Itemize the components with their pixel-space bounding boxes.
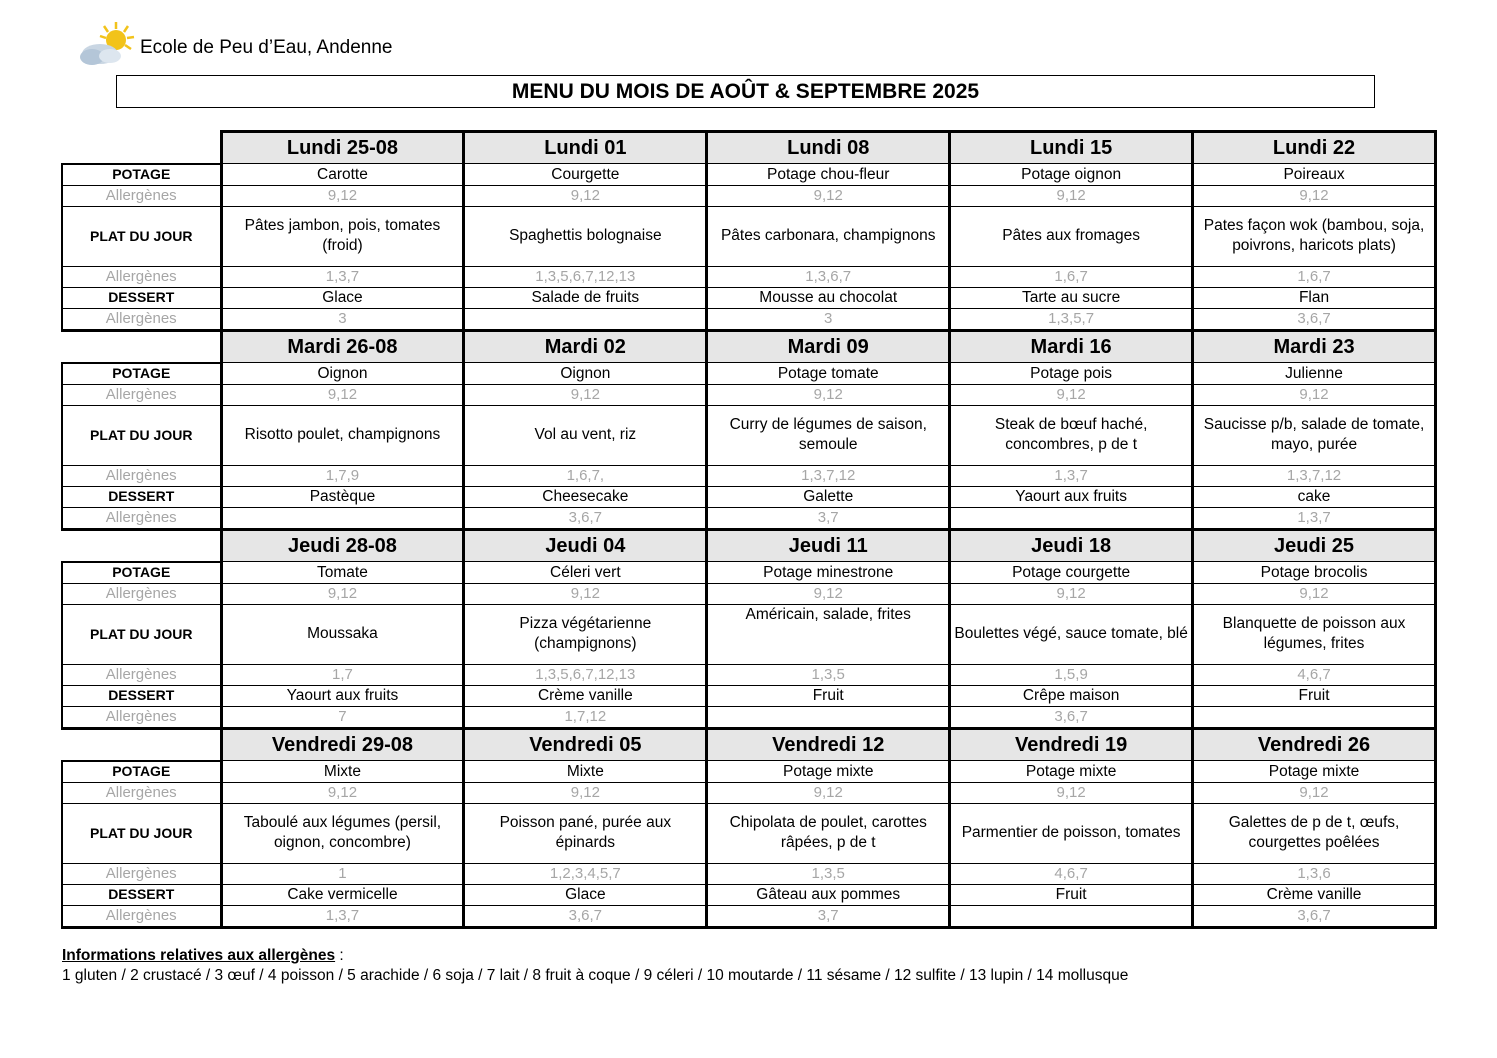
dessert-allergenes-cell: 1,3,7 bbox=[221, 905, 464, 927]
dessert-allergenes-cell bbox=[221, 507, 464, 529]
day-header: Lundi 22 bbox=[1193, 132, 1436, 164]
dessert-cell: Pastèque bbox=[221, 486, 464, 507]
day-header-row bbox=[62, 330, 1436, 363]
dessert-allergenes-cell: 3,7 bbox=[707, 507, 950, 529]
plat-du-jour-cell: Saucisse p/b, salade de tomate, mayo, purée bbox=[1193, 405, 1436, 465]
dessert-allergenes-cell: 3,6,7 bbox=[1193, 308, 1436, 330]
plat-allergenes-cell: 4,6,7 bbox=[950, 863, 1193, 884]
sun-cloud-logo-icon bbox=[78, 20, 138, 68]
dessert-allergenes-cell: 3 bbox=[221, 308, 464, 330]
potage-cell: Carotte bbox=[221, 164, 464, 186]
potage-allergenes-cell: 9,12 bbox=[464, 384, 707, 405]
dessert-allergenes-cell bbox=[707, 706, 950, 728]
day-header: Mardi 26-08 bbox=[221, 330, 464, 363]
dessert-cell: cake bbox=[1193, 486, 1436, 507]
dessert-cell: Cheesecake bbox=[464, 486, 707, 507]
plat-allergenes-cell: 1,5,9 bbox=[950, 664, 1193, 685]
potage-cell: Potage mixte bbox=[707, 761, 950, 783]
plat-allergenes-cell: 1,3,5,6,7,12,13 bbox=[464, 266, 707, 287]
dessert-allergenes-row bbox=[62, 308, 1436, 330]
dessert-allergenes-cell: 3 bbox=[707, 308, 950, 330]
plat-du-jour-cell: Taboulé aux légumes (persil, oignon, concombre) bbox=[221, 803, 464, 863]
dessert-allergenes-cell: 3,6,7 bbox=[464, 905, 707, 927]
dessert-row bbox=[62, 486, 1436, 507]
dessert-allergenes-cell bbox=[950, 905, 1193, 927]
dessert-cell: Crêpe maison bbox=[950, 685, 1193, 706]
dessert-allergenes-row bbox=[62, 706, 1436, 728]
potage-row bbox=[62, 363, 1436, 385]
dessert-allergenes-row bbox=[62, 507, 1436, 529]
dessert-allergenes-label: Allergènes bbox=[62, 308, 221, 330]
page-title: MENU DU MOIS DE AOÛT & SEPTEMBRE 2025 bbox=[116, 75, 1375, 108]
potage-label: POTAGE bbox=[62, 761, 221, 783]
plat-du-jour-cell: Spaghettis bolognaise bbox=[464, 206, 707, 266]
plat-allergenes-cell: 1,7,9 bbox=[221, 465, 464, 486]
plat-du-jour-cell: Pâtes jambon, pois, tomates (froid) bbox=[221, 206, 464, 266]
day-header: Mardi 23 bbox=[1193, 330, 1436, 363]
day-header-row bbox=[62, 728, 1436, 761]
dessert-cell: Fruit bbox=[950, 884, 1193, 905]
potage-cell: Potage oignon bbox=[950, 164, 1193, 186]
dessert-cell: Cake vermicelle bbox=[221, 884, 464, 905]
plat-allergenes-cell: 1,3,5 bbox=[707, 863, 950, 884]
blank-cell bbox=[62, 132, 221, 164]
dessert-allergenes-cell bbox=[1193, 706, 1436, 728]
dessert-allergenes-cell: 3,6,7 bbox=[950, 706, 1193, 728]
plat-du-jour-cell: Chipolata de poulet, carottes râpées, p de t bbox=[707, 803, 950, 863]
plat-du-jour-label: PLAT DU JOUR bbox=[62, 803, 221, 863]
plat-du-jour-cell: Steak de bœuf haché, concombres, p de t bbox=[950, 405, 1193, 465]
potage-allergenes-label: Allergènes bbox=[62, 583, 221, 604]
allergen-info-suffix: : bbox=[335, 947, 344, 964]
day-header: Mardi 02 bbox=[464, 330, 707, 363]
plat-du-jour-cell: Pâtes aux fromages bbox=[950, 206, 1193, 266]
dessert-allergenes-cell: 7 bbox=[221, 706, 464, 728]
plat-allergenes-cell: 1,2,3,4,5,7 bbox=[464, 863, 707, 884]
dessert-row bbox=[62, 884, 1436, 905]
potage-cell: Mixte bbox=[221, 761, 464, 783]
day-header: Lundi 08 bbox=[707, 132, 950, 164]
day-header: Mardi 09 bbox=[707, 330, 950, 363]
school-name: Ecole de Peu d’Eau, Andenne bbox=[140, 37, 393, 58]
plat-du-jour-cell: Vol au vent, riz bbox=[464, 405, 707, 465]
potage-cell: Oignon bbox=[221, 363, 464, 385]
potage-allergenes-cell: 9,12 bbox=[1193, 782, 1436, 803]
plat-allergenes-cell: 1,7 bbox=[221, 664, 464, 685]
plat-allergenes-row bbox=[62, 863, 1436, 884]
potage-cell: Potage minestrone bbox=[707, 562, 950, 584]
potage-row bbox=[62, 761, 1436, 783]
dessert-allergenes-label: Allergènes bbox=[62, 905, 221, 927]
plat-allergenes-row bbox=[62, 664, 1436, 685]
potage-allergenes-label: Allergènes bbox=[62, 384, 221, 405]
potage-allergenes-row bbox=[62, 583, 1436, 604]
dessert-allergenes-cell: 1,3,7 bbox=[1193, 507, 1436, 529]
potage-allergenes-cell: 9,12 bbox=[1193, 185, 1436, 206]
potage-row bbox=[62, 164, 1436, 186]
plat-du-jour-row bbox=[62, 604, 1436, 664]
potage-cell: Potage pois bbox=[950, 363, 1193, 385]
plat-allergenes-cell: 1,6,7, bbox=[464, 465, 707, 486]
plat-du-jour-cell: Blanquette de poisson aux légumes, frites bbox=[1193, 604, 1436, 664]
dessert-allergenes-cell: 3,6,7 bbox=[1193, 905, 1436, 927]
potage-cell: Potage tomate bbox=[707, 363, 950, 385]
plat-allergenes-cell: 1,3,7,12 bbox=[1193, 465, 1436, 486]
plat-du-jour-label: PLAT DU JOUR bbox=[62, 206, 221, 266]
dessert-allergenes-cell bbox=[464, 308, 707, 330]
dessert-cell: Glace bbox=[221, 287, 464, 308]
potage-allergenes-cell: 9,12 bbox=[707, 583, 950, 604]
potage-allergenes-cell: 9,12 bbox=[950, 185, 1193, 206]
day-header: Jeudi 04 bbox=[464, 529, 707, 562]
potage-cell: Tomate bbox=[221, 562, 464, 584]
plat-du-jour-cell: Parmentier de poisson, tomates bbox=[950, 803, 1193, 863]
potage-allergenes-cell: 9,12 bbox=[464, 782, 707, 803]
day-header: Vendredi 05 bbox=[464, 728, 707, 761]
day-header: Lundi 25-08 bbox=[221, 132, 464, 164]
plat-du-jour-cell: Curry de légumes de saison, semoule bbox=[707, 405, 950, 465]
plat-du-jour-cell: Risotto poulet, champignons bbox=[221, 405, 464, 465]
dessert-cell: Glace bbox=[464, 884, 707, 905]
day-header: Vendredi 12 bbox=[707, 728, 950, 761]
plat-allergenes-cell: 1,3,7 bbox=[950, 465, 1193, 486]
potage-cell: Potage mixte bbox=[1193, 761, 1436, 783]
blank-cell bbox=[62, 529, 221, 562]
plat-du-jour-cell: Américain, salade, frites bbox=[707, 604, 950, 664]
day-header: Jeudi 28-08 bbox=[221, 529, 464, 562]
dessert-cell: Fruit bbox=[1193, 685, 1436, 706]
plat-du-jour-cell: Galettes de p de t, œufs, courgettes poêlées bbox=[1193, 803, 1436, 863]
dessert-cell: Fruit bbox=[707, 685, 950, 706]
day-header: Jeudi 18 bbox=[950, 529, 1193, 562]
day-header-row bbox=[62, 529, 1436, 562]
dessert-allergenes-row bbox=[62, 905, 1436, 927]
allergen-info-heading: Informations relatives aux allergènes bbox=[62, 947, 336, 964]
potage-allergenes-label: Allergènes bbox=[62, 185, 221, 206]
potage-allergenes-cell: 9,12 bbox=[707, 185, 950, 206]
dessert-cell: Galette bbox=[707, 486, 950, 507]
day-header: Jeudi 11 bbox=[707, 529, 950, 562]
dessert-cell: Tarte au sucre bbox=[950, 287, 1193, 308]
dessert-label: DESSERT bbox=[62, 287, 221, 308]
plat-du-jour-cell: Moussaka bbox=[221, 604, 464, 664]
potage-label: POTAGE bbox=[62, 164, 221, 186]
plat-allergenes-cell: 1 bbox=[221, 863, 464, 884]
dessert-allergenes-cell: 1,7,12 bbox=[464, 706, 707, 728]
potage-allergenes-cell: 9,12 bbox=[1193, 583, 1436, 604]
plat-allergenes-cell: 1,3,6 bbox=[1193, 863, 1436, 884]
plat-du-jour-cell: Poisson pané, purée aux épinards bbox=[464, 803, 707, 863]
day-header: Vendredi 29-08 bbox=[221, 728, 464, 761]
potage-allergenes-row bbox=[62, 185, 1436, 206]
potage-cell: Poireaux bbox=[1193, 164, 1436, 186]
potage-allergenes-cell: 9,12 bbox=[1193, 384, 1436, 405]
dessert-allergenes-label: Allergènes bbox=[62, 507, 221, 529]
dessert-allergenes-cell: 1,3,5,7 bbox=[950, 308, 1193, 330]
dessert-cell: Yaourt aux fruits bbox=[950, 486, 1193, 507]
blank-cell bbox=[62, 728, 221, 761]
potage-cell: Céleri vert bbox=[464, 562, 707, 584]
allergen-info-list: 1 gluten / 2 crustacé / 3 œuf / 4 poisson / 5 arachide / 6 soja / 7 lait / 8 fruit à coque / 9 céleri / 10 moutarde / 11 sésame / 12 sulfite / 13 lupin / 14 mollusque bbox=[62, 967, 1129, 984]
potage-label: POTAGE bbox=[62, 562, 221, 584]
dessert-allergenes-cell: 3,6,7 bbox=[464, 507, 707, 529]
blank-cell bbox=[62, 330, 221, 363]
plat-allergenes-cell: 1,3,6,7 bbox=[707, 266, 950, 287]
plat-allergenes-label: Allergènes bbox=[62, 465, 221, 486]
plat-du-jour-label: PLAT DU JOUR bbox=[62, 604, 221, 664]
plat-allergenes-cell: 4,6,7 bbox=[1193, 664, 1436, 685]
potage-cell: Potage brocolis bbox=[1193, 562, 1436, 584]
menu-table bbox=[61, 130, 1437, 929]
dessert-cell: Mousse au chocolat bbox=[707, 287, 950, 308]
day-header: Vendredi 26 bbox=[1193, 728, 1436, 761]
plat-du-jour-label: PLAT DU JOUR bbox=[62, 405, 221, 465]
potage-allergenes-cell: 9,12 bbox=[464, 583, 707, 604]
dessert-cell: Yaourt aux fruits bbox=[221, 685, 464, 706]
potage-cell: Potage courgette bbox=[950, 562, 1193, 584]
plat-allergenes-cell: 1,3,7,12 bbox=[707, 465, 950, 486]
plat-du-jour-cell: Pâtes carbonara, champignons bbox=[707, 206, 950, 266]
potage-label: POTAGE bbox=[62, 363, 221, 385]
day-header: Vendredi 19 bbox=[950, 728, 1193, 761]
potage-row bbox=[62, 562, 1436, 584]
plat-du-jour-cell: Boulettes végé, sauce tomate, blé bbox=[950, 604, 1193, 664]
plat-du-jour-row bbox=[62, 803, 1436, 863]
potage-allergenes-row bbox=[62, 384, 1436, 405]
plat-allergenes-label: Allergènes bbox=[62, 863, 221, 884]
plat-allergenes-label: Allergènes bbox=[62, 266, 221, 287]
day-header: Mardi 16 bbox=[950, 330, 1193, 363]
dessert-label: DESSERT bbox=[62, 685, 221, 706]
plat-allergenes-cell: 1,3,7 bbox=[221, 266, 464, 287]
potage-cell: Potage chou-fleur bbox=[707, 164, 950, 186]
potage-allergenes-cell: 9,12 bbox=[221, 185, 464, 206]
dessert-cell: Flan bbox=[1193, 287, 1436, 308]
plat-du-jour-row bbox=[62, 206, 1436, 266]
potage-allergenes-row bbox=[62, 782, 1436, 803]
day-header: Lundi 15 bbox=[950, 132, 1193, 164]
potage-allergenes-cell: 9,12 bbox=[950, 782, 1193, 803]
allergen-info bbox=[62, 946, 1128, 986]
plat-allergenes-cell: 1,3,5 bbox=[707, 664, 950, 685]
plat-allergenes-cell: 1,6,7 bbox=[950, 266, 1193, 287]
plat-allergenes-row bbox=[62, 266, 1436, 287]
potage-cell: Potage mixte bbox=[950, 761, 1193, 783]
potage-cell: Oignon bbox=[464, 363, 707, 385]
day-header: Jeudi 25 bbox=[1193, 529, 1436, 562]
potage-allergenes-cell: 9,12 bbox=[221, 384, 464, 405]
potage-allergenes-cell: 9,12 bbox=[950, 583, 1193, 604]
potage-cell: Courgette bbox=[464, 164, 707, 186]
dessert-cell: Crème vanille bbox=[464, 685, 707, 706]
plat-du-jour-cell: Pates façon wok (bambou, soja, poivrons, haricots plats) bbox=[1193, 206, 1436, 266]
dessert-cell: Salade de fruits bbox=[464, 287, 707, 308]
potage-allergenes-label: Allergènes bbox=[62, 782, 221, 803]
plat-du-jour-cell: Pizza végétarienne (champignons) bbox=[464, 604, 707, 664]
potage-allergenes-cell: 9,12 bbox=[707, 782, 950, 803]
dessert-row bbox=[62, 685, 1436, 706]
potage-allergenes-cell: 9,12 bbox=[950, 384, 1193, 405]
potage-cell: Julienne bbox=[1193, 363, 1436, 385]
dessert-label: DESSERT bbox=[62, 486, 221, 507]
dessert-allergenes-cell bbox=[950, 507, 1193, 529]
plat-allergenes-label: Allergènes bbox=[62, 664, 221, 685]
potage-allergenes-cell: 9,12 bbox=[707, 384, 950, 405]
potage-allergenes-cell: 9,12 bbox=[221, 782, 464, 803]
dessert-cell: Gâteau aux pommes bbox=[707, 884, 950, 905]
dessert-allergenes-label: Allergènes bbox=[62, 706, 221, 728]
dessert-row bbox=[62, 287, 1436, 308]
day-header-row bbox=[62, 132, 1436, 164]
plat-allergenes-cell: 1,6,7 bbox=[1193, 266, 1436, 287]
potage-cell: Mixte bbox=[464, 761, 707, 783]
plat-allergenes-row bbox=[62, 465, 1436, 486]
dessert-allergenes-cell: 3,7 bbox=[707, 905, 950, 927]
potage-allergenes-cell: 9,12 bbox=[221, 583, 464, 604]
dessert-label: DESSERT bbox=[62, 884, 221, 905]
day-header: Lundi 01 bbox=[464, 132, 707, 164]
dessert-cell: Crème vanille bbox=[1193, 884, 1436, 905]
potage-allergenes-cell: 9,12 bbox=[464, 185, 707, 206]
plat-allergenes-cell: 1,3,5,6,7,12,13 bbox=[464, 664, 707, 685]
plat-du-jour-row bbox=[62, 405, 1436, 465]
